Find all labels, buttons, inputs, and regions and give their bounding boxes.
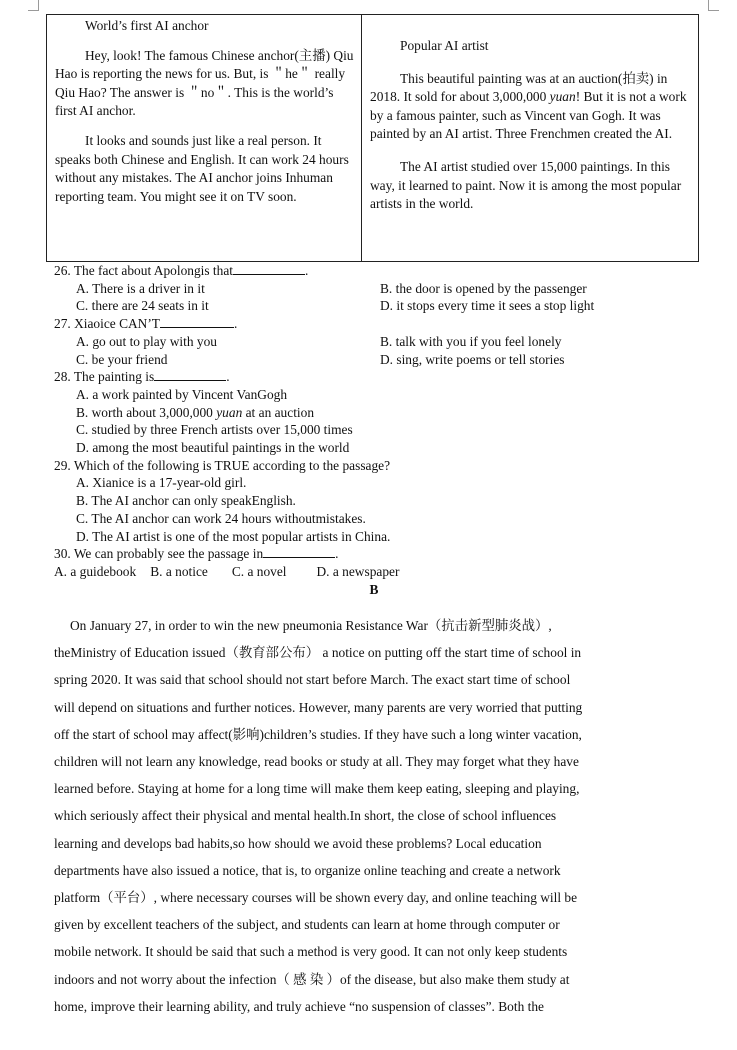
article-line: On January 27, in order to win the new pneumonia Resistance War（抗击新型肺炎战）, <box>70 618 552 633</box>
option-b: B. a notice <box>150 563 208 579</box>
option-b: B. The AI anchor can only speakEnglish. <box>76 493 296 509</box>
article-line: off the start of school may affect(影响)children’s studies. If they have such a long winter vacation, <box>54 726 582 742</box>
passage-left-title: World’s first AI anchor <box>85 18 209 33</box>
option-c: C. a novel <box>231 563 287 579</box>
article-line: theMinistry of Education issued（教育部公布） a notice on putting off the start time of school in <box>54 645 582 661</box>
options-row <box>54 280 694 298</box>
question-30: 30. We can probably see the passage in . <box>54 546 339 562</box>
answer-blank <box>263 545 335 558</box>
article-line: home, improve their learning ability, and truly achieve “no suspension of classes”. Both the <box>54 998 544 1014</box>
option-d: D. The AI artist is one of the most popular artists in China. <box>76 528 391 544</box>
passage-right-title: Popular AI artist <box>400 38 489 53</box>
option-a: A. There is a driver in it <box>76 280 205 296</box>
option-d: D. a newspaper <box>316 563 400 579</box>
option-d: D. it stops every time it sees a stop light <box>380 298 595 314</box>
passage-left-para1: Hey, look! The famous Chinese anchor(主播) Qiu Hao is reporting the news for us. But, is ＂he＂ really Qiu Hao? The answer is ＂no＂. This is the world’s first AI anchor. <box>55 47 354 119</box>
question-27: 27. Xiaoice CAN’T . <box>54 316 238 332</box>
passages-table <box>46 14 699 262</box>
option-b: B. the door is opened by the passenger <box>380 280 587 296</box>
article-line: indoors and not worry about the infection（ 感 染 ）of the disease, but also make them study at <box>54 971 570 987</box>
options-row <box>54 563 694 581</box>
passage-left-cell <box>47 15 362 262</box>
option-c: C. The AI anchor can work 24 hours withoutmistakes. <box>76 510 366 526</box>
passage-right-cell <box>362 15 699 262</box>
article-b <box>54 612 674 1020</box>
passage-right-para1: This beautiful painting was at an auction(拍卖) in 2018. It sold for about 3,000,000 yuan! But it is not a work by a famous painter, such as Vincent van Gogh. It was painted by an AI artist. Three Frenchmen created the AI. <box>370 70 687 142</box>
article-line: learned before. Staying at home for a long time will make them keep eating, sleeping and playing, <box>54 781 580 797</box>
question-28: 28. The painting is . <box>54 369 230 385</box>
option-a: A. Xianice is a 17-year-old girl. <box>76 475 247 491</box>
page-corner-mark-right <box>708 0 719 11</box>
options-row <box>54 333 694 351</box>
article-line: children will not learn any knowledge, read books or study at all. They may forget what they have <box>54 754 579 770</box>
option-c: C. be your friend <box>76 351 168 367</box>
option-d: D. among the most beautiful paintings in the world <box>76 440 350 456</box>
article-line: learning and develops bad habits,so how should we avoid these problems? Local education <box>54 835 542 851</box>
page-corner-mark-left <box>28 0 39 11</box>
article-paragraph <box>54 612 674 1020</box>
article-line: spring 2020. It was said that school should not start before March. The exact start time of school <box>54 672 571 688</box>
option-b: B. worth about 3,000,000 yuan at an auction <box>76 404 315 420</box>
option-b: B. talk with you if you feel lonely <box>380 333 562 349</box>
article-line: departments have also issued a notice, that is, to organize online teaching and create a network <box>54 862 561 878</box>
passage-left-para2: It looks and sounds just like a real person. It speaks both Chinese and English. It can work 24 hours without any mistakes. The AI anchor joins Inhuman reporting team. You might see it on TV soon. <box>55 132 349 204</box>
article-line: will depend on situations and further notices. However, many parents are very worried that putting <box>54 699 583 715</box>
answer-blank <box>233 262 305 275</box>
question-29: 29. Which of the following is TRUE according to the passage? <box>54 457 391 473</box>
answer-blank <box>160 315 234 328</box>
option-c: C. there are 24 seats in it <box>76 298 209 314</box>
options-row <box>54 351 694 369</box>
option-a: A. a work painted by Vincent VanGogh <box>76 386 288 402</box>
option-a: A. go out to play with you <box>76 333 217 349</box>
article-line: given by excellent teachers of the subject, and students can learn at home through computer or <box>54 917 560 933</box>
article-line: platform（平台）, where necessary courses will be shown every day, and online teaching will be <box>54 890 578 906</box>
option-c: C. studied by three French artists over 15,000 times <box>76 422 353 438</box>
answer-blank <box>154 368 226 381</box>
passage-right-para2: The AI artist studied over 15,000 paintings. In this way, it learned to paint. Now it is among the most popular artists in the world. <box>370 158 682 212</box>
question-26: 26. The fact about Apolongis that . <box>54 263 309 278</box>
option-d: D. sing, write poems or tell stories <box>380 351 565 367</box>
section-label: B <box>369 581 379 597</box>
article-line: which seriously affect their physical and mental health.In short, the close of school influences <box>54 808 557 824</box>
article-line: mobile network. It should be said that such a method is very good. It can not only keep students <box>54 944 568 960</box>
options-row <box>54 297 694 315</box>
option-a: A. a guidebook <box>54 563 137 579</box>
question-list <box>54 262 694 598</box>
